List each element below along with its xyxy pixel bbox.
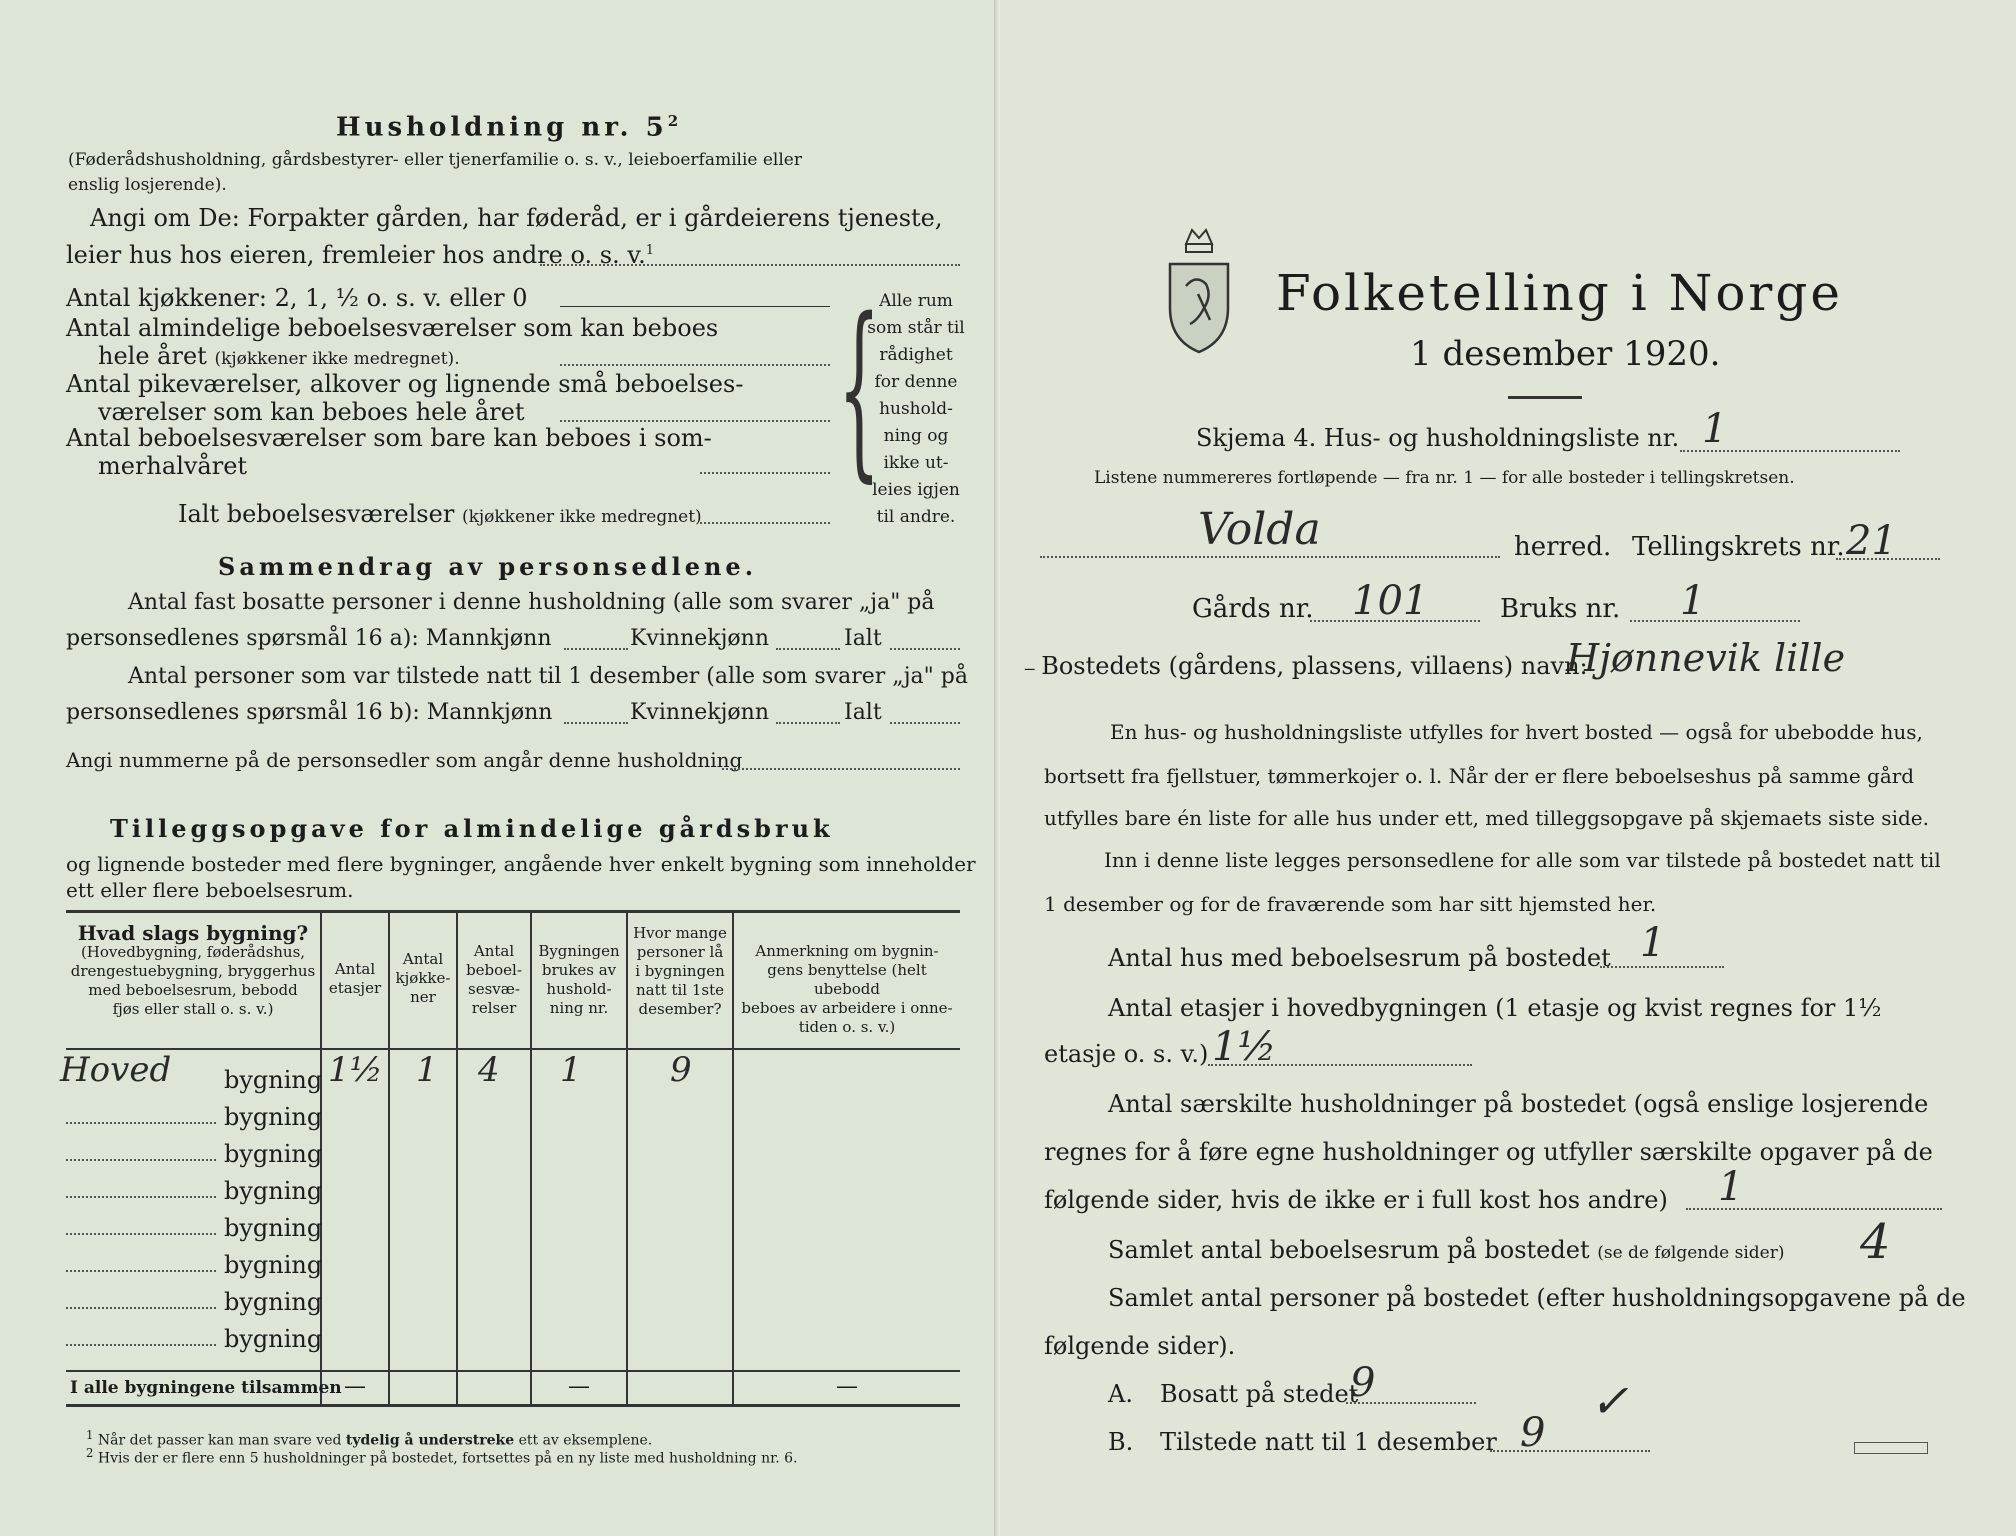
rooms-total-question: Samlet antal beboelsesrum på bostedet (se de følgende sider) [1108, 1236, 1785, 1264]
total-rooms-question: Ialt beboelsesværelser (kjøkkener ikke medregnet) [178, 500, 702, 528]
maid-rooms-answer[interactable] [560, 420, 830, 422]
household-note: (Føderådshusholdning, gårdsbestyrer- eller tjenerfamilie o. s. v., leieboerfamilie eller [68, 150, 802, 170]
summer-rooms-question: Antal beboelsesværelser som bare kan beboes i som- [66, 424, 712, 452]
row1-label: bygning [224, 1066, 323, 1094]
col-rooms-header: Antal beboel- sesvæ- relser [466, 942, 522, 1017]
supplement-heading: Tilleggsopgave for almindelige gårdsbruk [110, 814, 834, 843]
bruks-label: Bruks nr. [1500, 594, 1621, 624]
col-remarks-header: Anmerkning om bygnin- gens benyttelse (helt ubebodd beboes av arbeidere i onne- tiden o. s. v.) [741, 942, 953, 1036]
present-female-label: Kvinnekjønn [630, 700, 769, 725]
totals-household-dash: — [568, 1374, 590, 1399]
row4-input[interactable] [66, 1196, 216, 1198]
row1-household: 1 [560, 1050, 582, 1090]
instructions-line-2: bortsett fra fjellstuer, tømmerkojer o. l. Når der er flere beboelseshus på samme gård [1044, 764, 1915, 788]
row4-label: bygning [224, 1177, 323, 1205]
checkmark-icon: ✓ [1590, 1374, 1629, 1428]
resident-total-label: Ialt [844, 626, 882, 651]
census-title: Folketelling i Norge [1276, 264, 1843, 322]
houses-value[interactable]: 1 [1640, 920, 1666, 966]
houses-question: Antal hus med beboelsesrum på bostedet [1108, 944, 1611, 972]
row1-building-type: Hoved [60, 1050, 172, 1090]
present-label: Tilstede natt til 1 desember [1160, 1428, 1497, 1456]
resident-value[interactable]: 9 [1350, 1360, 1376, 1406]
row8-input[interactable] [66, 1344, 216, 1346]
footnote-1: $^1$ Når det passer kan man svare ved tydelig å understreke ett av eksemplene. [86, 1428, 653, 1449]
coat-of-arms-icon [1162, 224, 1236, 358]
present-total-label: Ialt [844, 700, 882, 725]
summer-rooms-question-cont: merhalvåret [98, 452, 248, 480]
resident-total-answer[interactable] [890, 648, 960, 650]
instructions-line-1: En hus- og husholdningsliste utfylles for hvert bosted — også for ubebodde hus, [1110, 720, 1923, 744]
present-male-answer[interactable] [564, 722, 628, 724]
col-household-header: Bygningen brukes av hushold- ning nr. [538, 942, 620, 1017]
persons-question: Samlet antal personer på bostedet (efter husholdningsopgavene på de [1108, 1284, 1966, 1312]
col-floors-header: Antal etasjer [328, 960, 382, 997]
resident-question: Antal fast bosatte personer i denne husholdning (alle som svarer „ja" på [128, 590, 935, 615]
row2-input[interactable] [66, 1122, 216, 1124]
row7-label: bygning [224, 1288, 323, 1316]
kitchens-question: Antal kjøkkener: 2, 1, ½ o. s. v. eller 0 [66, 284, 528, 312]
present-question: Antal personer som var tilstede natt til 1 desember (alle som svarer „ja" på [128, 664, 968, 689]
row5-input[interactable] [66, 1233, 216, 1235]
totals-floors-dash: — [344, 1374, 366, 1399]
household-title: Husholdning nr. $5^2$ [336, 112, 683, 143]
households-question: Antal særskilte husholdninger på bostedet (også enslige losjerende [1108, 1090, 1929, 1118]
present-total-answer[interactable] [890, 722, 960, 724]
tenure-answer-line[interactable] [540, 264, 960, 266]
floors-question-cont: etasje o. s. v.) [1044, 1040, 1209, 1068]
right-page [1000, 0, 2016, 1536]
col-persons-header: Hvor mange personer lå i bygningen natt til 1ste desember? [633, 924, 727, 1018]
present-value[interactable]: 9 [1520, 1410, 1546, 1456]
ordinary-rooms-question-cont: hele året (kjøkkener ikke medregnet). [98, 342, 460, 370]
households-question-cont: regnes for å føre egne husholdninger og utfyller særskilte opgaver på de [1044, 1138, 1933, 1166]
row1-floors: 1½ [328, 1050, 383, 1090]
rooms-side-note: Alle rum som står til rådighet for denne hushold- ning og ikke ut- leies igjen til andre. [867, 291, 965, 527]
floors-value[interactable]: 1½ [1212, 1024, 1277, 1070]
schema-label: Skjema 4. Hus- og husholdningsliste nr. [1196, 424, 1680, 452]
households-question-cont2: følgende sider, hvis de ikke er i full kost hos andre) [1044, 1186, 1668, 1214]
brace-icon: { [838, 278, 881, 499]
bosted-value[interactable]: Hjønnevik lille [1566, 636, 1846, 680]
census-date: 1 desember 1920. [1410, 334, 1721, 374]
instructions-line-3: utfylles bare én liste for alle hus under ett, med tilleggsopgave på skjemaets siste side. [1044, 806, 1929, 830]
row7-input[interactable] [66, 1307, 216, 1309]
gards-value[interactable]: 101 [1352, 578, 1429, 624]
col-building-type-header: Hvad slags bygning? (Hovedbygning, føderådshus, drengestuebygning, bryggerhus med beboelsesrum, bebodd fjøs eller stall o. s. v.) [70, 921, 316, 1018]
row2-label: bygning [224, 1103, 323, 1131]
present-female-answer[interactable] [776, 722, 840, 724]
bruks-value[interactable]: 1 [1680, 578, 1706, 624]
list-number[interactable]: 1 [1702, 406, 1728, 452]
personsedler-numbers-question: Angi nummerne på de personsedler som angår denne husholdning [66, 748, 743, 772]
row1-kitchens: 1 [416, 1050, 438, 1090]
supplement-intro-cont: ett eller flere beboelsesrum. [66, 878, 354, 902]
footnote-2: $^2$ Hvis der er flere enn 5 husholdninger på bostedet, fortsettes på en ny liste med husholdning nr. 6. [86, 1446, 798, 1467]
ordinary-rooms-question: Antal almindelige beboelsesværelser som kan beboes [66, 314, 719, 342]
instructions-line-4: Inn i denne liste legges personsedlene for alle som var tilstede på bostedet natt til [1104, 848, 1941, 872]
resident-question-cont: personsedlenes spørsmål 16 a): Mannkjønn [66, 626, 552, 651]
row1-rooms: 4 [478, 1050, 500, 1090]
resident-label-letter: A. [1108, 1380, 1133, 1408]
resident-female-label: Kvinnekjønn [630, 626, 769, 651]
present-label-letter: B. [1108, 1428, 1134, 1456]
maid-rooms-question-cont: værelser som kan beboes hele året [98, 398, 525, 426]
persons-question-cont: følgende sider). [1044, 1332, 1236, 1360]
floors-question: Antal etasjer i hovedbygningen (1 etasje og kvist regnes for 1½ [1108, 994, 1882, 1022]
row3-label: bygning [224, 1140, 323, 1168]
herred-label: herred. [1514, 532, 1612, 562]
row6-input[interactable] [66, 1270, 216, 1272]
totals-row-label: I alle bygningene tilsammen [70, 1378, 342, 1398]
instructions-line-5: 1 desember og for de fraværende som har sitt hjemsted her. [1044, 892, 1657, 916]
printer-mark [1854, 1442, 1928, 1454]
resident-female-answer[interactable] [776, 648, 840, 650]
col-kitchens-header: Antal kjøkke- ner [395, 950, 451, 1006]
resident-label: Bosatt på stedet [1160, 1380, 1359, 1408]
row1-persons: 9 [670, 1050, 692, 1090]
rooms-total-value[interactable]: 4 [1860, 1214, 1891, 1270]
herred-value[interactable]: Volda [1198, 504, 1321, 555]
maid-rooms-question: Antal pikeværelser, alkover og lignende små beboelses- [66, 370, 744, 398]
row6-label: bygning [224, 1251, 323, 1279]
gards-label: Gårds nr. [1192, 594, 1314, 624]
summary-heading: Sammendrag av personsedlene. [218, 552, 758, 581]
totals-remarks-dash: — [836, 1374, 858, 1399]
krets-label: Tellingskrets nr. [1632, 532, 1845, 562]
bosted-label: ‒ Bostedets (gårdens, plassens, villaens) navn: [1024, 652, 1588, 680]
row5-label: bygning [224, 1214, 323, 1242]
tenure-question: Angi om De: Forpakter gården, har føderåd, er i gårdeierens tjeneste, [90, 204, 943, 232]
resident-male-answer[interactable] [564, 648, 628, 650]
household-note-cont: enslig losjerende). [68, 175, 227, 195]
row3-input[interactable] [66, 1159, 216, 1161]
supplement-intro: og lignende bosteder med flere bygninger, angående hver enkelt bygning som inneholder [66, 852, 976, 876]
krets-value[interactable]: 21 [1846, 518, 1897, 564]
left-page [0, 0, 1000, 1536]
row8-label: bygning [224, 1325, 323, 1353]
ordinary-rooms-answer[interactable] [560, 364, 830, 366]
summer-rooms-answer[interactable] [700, 472, 830, 474]
present-question-cont: personsedlenes spørsmål 16 b): Mannkjønn [66, 700, 553, 725]
tenure-question-cont: leier hus hos eieren, fremleier hos andre o. s. v.$^1$ [66, 241, 654, 269]
households-value[interactable]: 1 [1718, 1164, 1744, 1210]
total-rooms-answer[interactable] [700, 522, 830, 524]
numbering-note: Listene nummereres fortløpende — fra nr. 1 — for alle bosteder i tellingskretsen. [1094, 468, 1795, 488]
personsedler-numbers-answer[interactable] [722, 768, 960, 770]
